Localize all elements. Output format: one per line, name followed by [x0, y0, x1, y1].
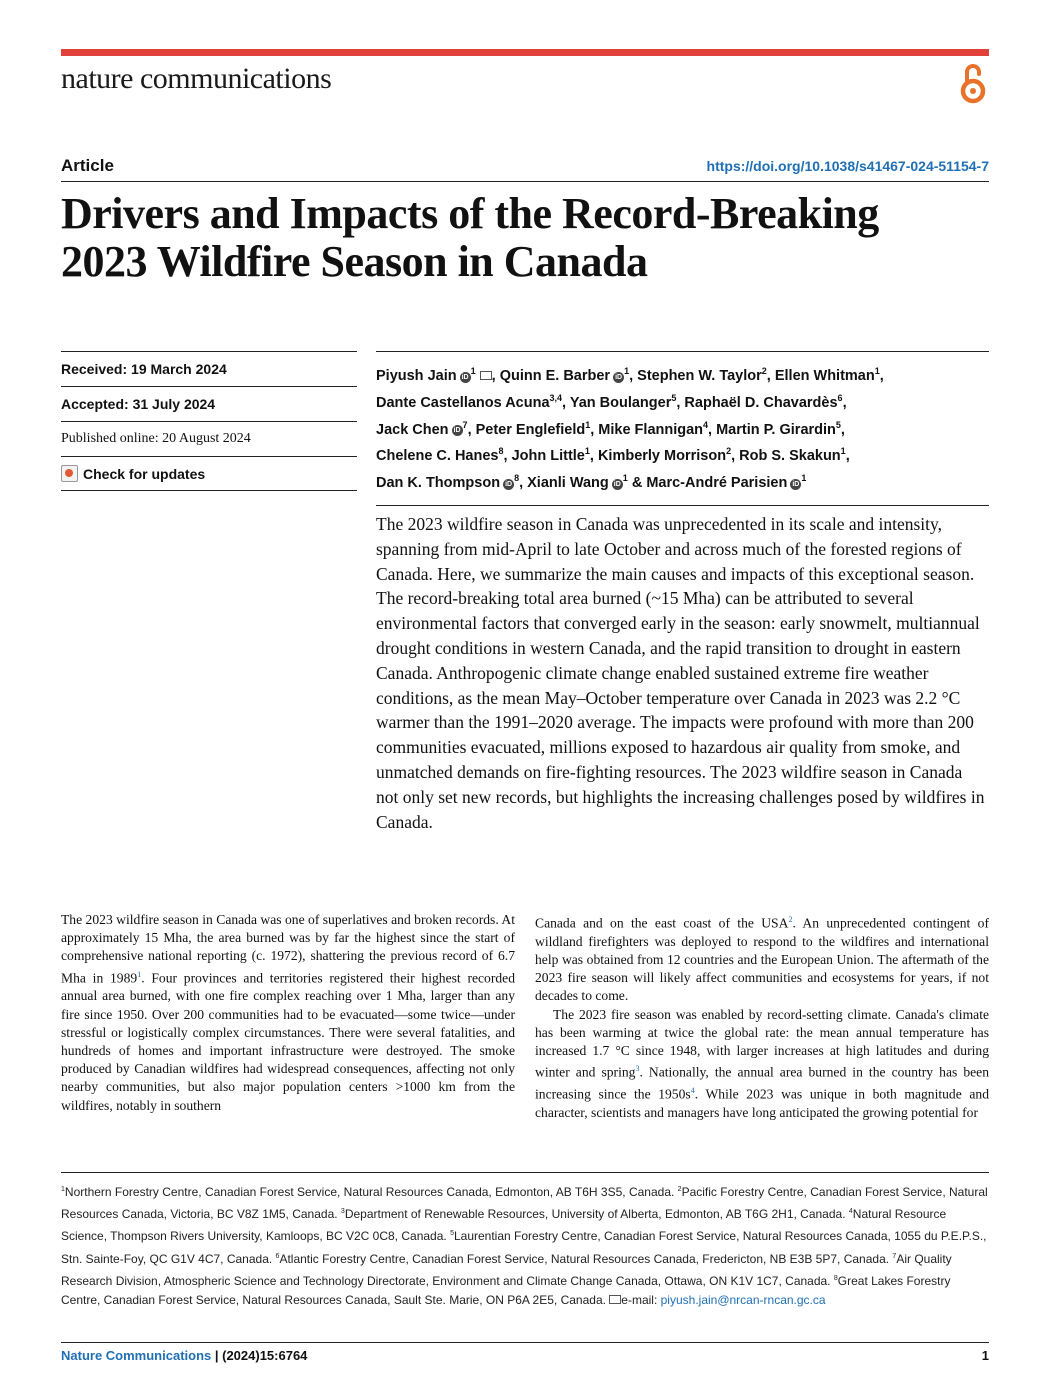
- body-paragraph: The 2023 wildfire season in Canada was one of superlatives and broken records. At approximately 15 Mha, the area burned was by far the highest since the start of comprehensive national reporting (c. 1972), shattering the previous record of 6.7 Mha in 1989$^1$. Four provinces and territories registered their highest recorded annual area burned, with one fire complex reaching over 1 Mha, larger than any fire since 1950. Over 200 communities had to be evacuated—some twice—under stressful or logistically complex circumstances. There were several fatalities, and hundreds of homes and important infrastructure were destroyed. The smoke produced by Canadian wildfires had widespread consequences, affecting not only nearby communities, but also major population centers >1000 km from the wildfires, notably in southern: [61, 912, 515, 1113]
- footer-divider: [61, 1342, 989, 1343]
- author-line-1: Piyush Jain $iD^1$ , Quinn E. Barber $iD^1$, Stephen W. Taylor$^2$, Ellen Whitman$^1$,: [376, 366, 884, 384]
- doi-link[interactable]: https://doi.org/10.1038/s41467-024-51154-7: [706, 158, 989, 174]
- reference-link[interactable]: 4: [690, 1085, 695, 1095]
- mail-icon: [609, 1295, 621, 1304]
- page-number: 1: [981, 1348, 989, 1363]
- orcid-icon[interactable]: iD: [792, 481, 800, 489]
- article-metadata: [61, 351, 357, 491]
- author-list: [376, 360, 991, 494]
- author-line-4: Chelene C. Hanes$^8$, John Little$^1$, Kimberly Morrison$^2$, Rob S. Skakun$^1$,: [376, 446, 850, 465]
- title-line-2: 2023 Wildfire Season in Canada: [61, 237, 648, 286]
- check-updates-button[interactable]: [61, 456, 357, 491]
- body-column-2: [535, 911, 989, 1122]
- header-divider: [61, 181, 989, 182]
- orcid-icon[interactable]: iD: [453, 427, 461, 435]
- authors-divider: [376, 351, 989, 352]
- header-accent-bar: [61, 49, 989, 56]
- author-line-5: Dan K. Thompson $iD^8$, Xianli Wang $iD^1$ & Marc-André Parisien $iD^1$: [376, 473, 807, 492]
- body-paragraph: The 2023 fire season was enabled by record-setting climate. Canada's climate has been warming at twice the global rate: the mean annual temperature has increased 1.7 °C since 1948, with larger increases at high latitudes and during winter and spring$^3$. Nationally, the annual area burned in the country has been increasing since the $1950s^4$. While 2023 was unique in both magnitude and character, scientists and managers have long anticipated the growing potential for: [535, 1006, 989, 1120]
- abstract: The 2023 wildfire season in Canada was unprecedented in its scale and intensity, spanning from mid-April to late October and across much of the forested regions of Canada. Here, we summarize the main causes and impacts of this exceptional season. The record-breaking total area burned (~15 Mha) can be attributed to several environmental factors that converged early in the season: early snowmelt, multiannual drought conditions in western Canada, and the rapid transition to drought in eastern Canada. Anthropogenic climate change enabled sustained extreme fire weather conditions, as the mean May–October temperature over Canada in 2023 was 2.2 °C warmer than the 1991–2020 average. The impacts were profound with more than 200 communities evacuated, millions exposed to hazardous air quality from smoke, and unmatched demands on fire-fighting resources. The 2023 wildfire season in Canada not only set new records, but highlights the increasing challenges posed by wildfires in Canada.: [376, 514, 985, 832]
- article-title: [61, 190, 1001, 286]
- orcid-icon[interactable]: iD: [461, 373, 469, 381]
- body-column-1: [61, 911, 515, 1115]
- reference-link[interactable]: 2: [788, 915, 793, 924]
- body-paragraph: Canada and on the east coast of the USA$^2$. An unprecedented contingent of wildland firefighters was deployed to respond to the wildfires and international help was obtained from 12 countries and the European Union. The aftermath of the 2023 fire season will likely affect communities and ecosystems for years, if not decades to come.: [535, 915, 989, 1004]
- orcid-icon[interactable]: iD: [615, 373, 623, 381]
- email-label: e-mail:: [621, 1293, 661, 1308]
- author-line-2: Dante Castellanos Acuna$^{3,4}$, Yan Boulanger$^5$, Raphaël D. Chavardès$^6$,: [376, 392, 847, 411]
- reference-link[interactable]: 1: [137, 969, 142, 979]
- journal-name: nature communications: [61, 62, 332, 95]
- footer-citation: Nature Communications | (2024)15:6764: [61, 1348, 308, 1363]
- published-date: Published online: 20 August 2024: [61, 421, 357, 456]
- abstract-divider: [376, 505, 989, 506]
- reference-link[interactable]: 3: [635, 1064, 640, 1074]
- check-updates-icon: [61, 465, 78, 482]
- check-updates-label: Check for updates: [83, 465, 206, 482]
- received-date: Received: 19 March 2024: [61, 351, 357, 386]
- article-type-label: Article: [61, 156, 114, 175]
- orcid-icon[interactable]: iD: [613, 481, 621, 489]
- author-line-3: Jack Chen $iD^7$, Peter Englefield$^1$, Mike Flannigan$^4$, Martin P. Girardin$^5$,: [376, 419, 845, 438]
- mail-icon[interactable]: [480, 371, 492, 380]
- open-access-icon[interactable]: [958, 60, 988, 106]
- footer-journal-link[interactable]: Nature Communications: [61, 1348, 212, 1363]
- accepted-date: Accepted: 31 July 2024: [61, 386, 357, 421]
- title-line-1: Drivers and Impacts of the Record-Breaking: [61, 189, 879, 238]
- affiliations: $^1$Northern Forestry Centre, Canadian Forest Service, Natural Resources Canada, Edmonton, AB T6H 3S5, Canada. $^2$Pacific Forestry Centre, Canadian Forest Service, Natural Resources Canada, Victoria, BC V8Z 1M5, Canada. $^3$Department of Renewable Resources, University of Alberta, Edmonton, AB T6G 2H1, Canada. $^4$Natural Resource Science, Thompson Rivers University, Kamloops, BC V2C 0C8, Canada. $^5$Laurentian Forestry Centre, Canadian Forest Service, Natural Resources Canada, 1055 du P.E.P.S., Stn. Sainte-Foy, QC G1V 4C7, Canada. $^6$Atlantic Forestry Centre, Canadian Forest Service, Natural Resources Canada, Fredericton, NB E3B 5P7, Canada. $^7$Air Quality Research Division, Atmospheric Science and Technology Directorate, Environment and Climate Change Canada, Ottawa, ON K1V 1C7, Canada. $^8$Great Lakes Forestry Centre, Canadian Forest Service, Natural Resources Canada, Sault Ste. Marie, ON P6A 2E5, Canada. e-mail: piyush.jain@nrcan-rncan.gc.ca: [61, 1185, 988, 1308]
- email-link[interactable]: piyush.jain@nrcan-rncan.gc.ca: [660, 1293, 826, 1308]
- footnote-divider: [61, 1172, 989, 1173]
- orcid-icon[interactable]: iD: [505, 481, 513, 489]
